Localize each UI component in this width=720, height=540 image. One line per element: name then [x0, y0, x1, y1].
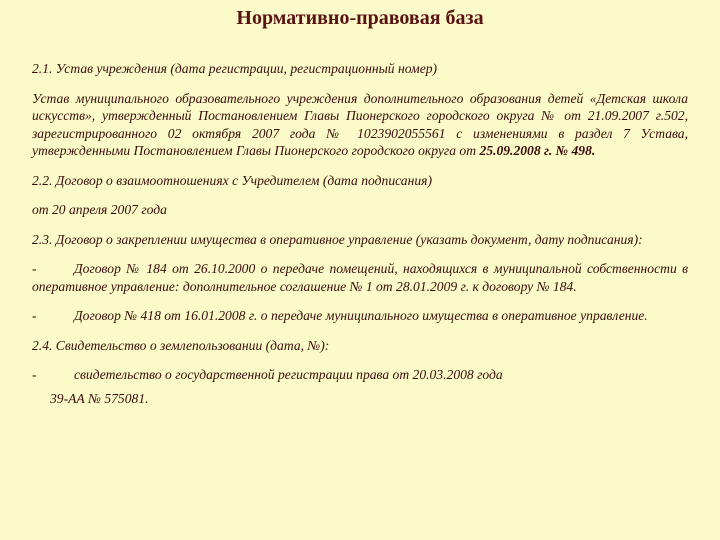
section-2-1-body [32, 90, 688, 160]
certificate-text: свидетельство о государственной регистрации права от 20.03.2008 года [74, 367, 503, 382]
section-2-2-heading: 2.2. Договор о взаимоотношениях с Учредителем (дата подписания) [32, 172, 432, 188]
certificate-number: 39-АА № 575081. [50, 390, 149, 406]
charter-resolution-date: 25.09.2008 г. № 498. [479, 143, 596, 158]
page-title: Нормативно-правовая база [236, 7, 484, 29]
section-2-3-heading: 2.3. Договор о закреплении имущества в оперативное управление (указать документ, дату подписания): [32, 231, 643, 247]
document-body [32, 60, 688, 407]
contract-184-text: Договор № 184 от 26.10.2000 о передаче помещений, находящихся в муниципальной собственности в оперативное управление: дополнительное соглашение № 1 от 28.01.2009 г. к договору № 184. [32, 261, 688, 294]
charter-text: Устав муниципального образовательного учреждения дополнительного образования детей «Детская школа искусств», утвержденный Постановлением Главы Пионерского городского округа № от 21.09.2007 г.502, зарегистрированного 02 октября 2007 года № 1023902055561 с изменениями в раздел 7 Устава, утвержденными Постановлением Главы Пионерского городского округа от [32, 90, 688, 158]
contract-418-text: Договор № 418 от 16.01.2008 г. о передаче муниципального имущества в оперативное управление. [74, 308, 648, 323]
dash-bullet: - [32, 367, 37, 382]
section-2-2-body: от 20 апреля 2007 года [32, 202, 167, 217]
section-2-1-heading: 2.1. Устав учреждения (дата регистрации, регистрационный номер) [32, 61, 438, 76]
list-item [32, 260, 688, 295]
list-item [32, 366, 688, 384]
section-2-4-heading: 2.4. Свидетельство о землепользовании (дата, №): [32, 337, 330, 353]
list-item [32, 307, 688, 325]
dash-bullet: - [32, 261, 37, 276]
dash-bullet: - [32, 308, 37, 323]
